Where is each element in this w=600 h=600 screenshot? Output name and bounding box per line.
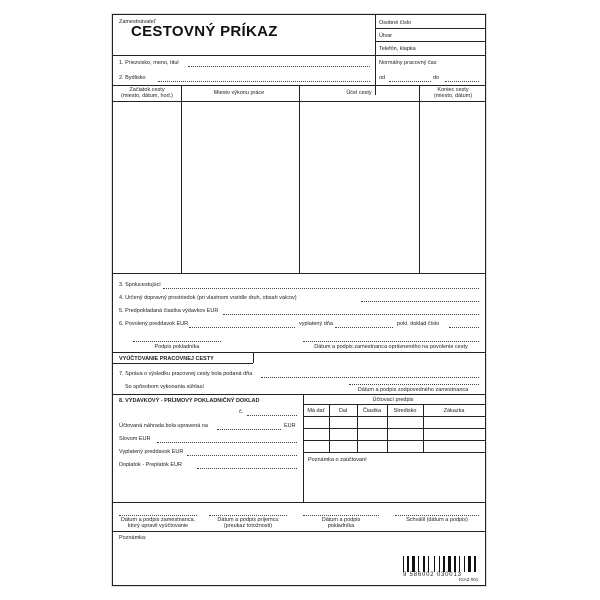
- advance-label: 6. Povolený preddavok EUR: [119, 321, 189, 327]
- address-field[interactable]: [158, 81, 370, 82]
- barcode-bar: [407, 556, 409, 572]
- acc-col-credit: Dal: [338, 408, 348, 414]
- normal-time-label: Normálny pracovný čas: [379, 60, 437, 66]
- sig-recipient-2: (preukaz totožnosti): [223, 523, 273, 529]
- doc-number-label: pokl. doklad číslo: [397, 321, 440, 327]
- in-words-label: Slovom EUR: [119, 436, 151, 442]
- trip-end-header-sub: (miesto, dátum): [433, 93, 473, 99]
- sig-approved: Schválil (dátum a podpis): [406, 517, 468, 523]
- acc-col-amount: Čiastka: [362, 408, 382, 414]
- travel-order-form: [112, 14, 486, 586]
- acc-col-center: Stredisko: [393, 408, 417, 414]
- accounting-heading: Účtovací predpis: [372, 397, 414, 403]
- cashier-signature-label: Podpis pokladníka: [154, 344, 200, 350]
- barcode-bar: [423, 556, 425, 572]
- trip-start-header: Začiatok cesty: [129, 87, 165, 93]
- trip-start-header-sub: (miesto, dátum, hod.): [121, 93, 173, 99]
- work-place-header: Miesto výkonu práce: [213, 90, 265, 96]
- acc-col-order: Zákazka: [443, 408, 465, 414]
- barcode-bar: [412, 556, 415, 572]
- barcode-bar: [474, 556, 476, 572]
- paid-advance-label: Vyplatený preddavok EUR: [119, 449, 184, 455]
- barcode-bar: [439, 556, 440, 572]
- barcode-bar: [443, 556, 445, 572]
- barcode: [403, 556, 477, 572]
- sig-recipient-1: Dátum a podpis príjemcu: [217, 517, 279, 523]
- barcode-bar: [464, 556, 465, 572]
- accounting-note-label: Poznámka o zaúčtovaní: [308, 457, 367, 463]
- barcode-bar: [403, 556, 404, 572]
- from-label: od: [379, 75, 386, 81]
- agree-label: So spôsobom vykonania súhlasí: [125, 384, 204, 390]
- cash-doc-heading: 8. VÝDAVKOVÝ - PRÍJMOVÝ POKLADNIČNÝ DOKLAD: [119, 398, 260, 404]
- barcode-bar: [459, 556, 460, 572]
- barcode-bar: [428, 556, 429, 572]
- barcode-bar: [434, 556, 435, 572]
- note-label: Poznámka:: [119, 535, 147, 541]
- address-label: 2. Bydlisko: [119, 75, 146, 81]
- companions-label: 3. Spolucestujúci: [119, 282, 161, 288]
- surcharge-label: Doplatok - Preplatok EUR: [119, 462, 182, 468]
- trip-end-header: Koniec cesty: [437, 87, 469, 93]
- sig-adjuster-1: Dátum a podpis zamestnanca,: [120, 517, 196, 523]
- transport-label: 4. Určený dopravný prostriedok (pri vlastnom vozidle druh, obsah valcov): [119, 295, 297, 301]
- expected-cost-label: 5. Predpokladaná čiastka výdavkov EUR: [119, 308, 219, 314]
- cash-doc-number-label: č.: [239, 409, 244, 415]
- employer-label: Zamestnávateľ: [119, 19, 156, 25]
- trip-purpose-header: Účel cesty: [346, 90, 372, 96]
- approver-signature-label: Dátum a podpis zamestnanca oprávneného na povolenie cesty: [314, 344, 468, 350]
- sig-cashier-2: pokladníka: [327, 523, 355, 529]
- settlement-heading: VYÚČTOVANIE PRACOVNEJ CESTY: [119, 356, 214, 362]
- form-title: CESTOVNÝ PRÍKAZ: [131, 23, 278, 40]
- barcode-bar: [418, 556, 419, 572]
- claimed-eur: EUR: [284, 423, 296, 429]
- to-label: do: [433, 75, 440, 81]
- personal-number-label: Osobné číslo: [379, 20, 412, 26]
- barcode-bar: [448, 556, 451, 572]
- department-label: Útvar: [379, 33, 393, 39]
- report-label: 7. Správa o výsledku pracovnej cesty bola podaná dňa: [119, 371, 253, 377]
- paid-on-label: vyplatený dňa: [299, 321, 333, 327]
- form-code: IGAZ 001: [459, 577, 479, 582]
- responsible-signature-label: Dátum a podpis zodpovedného zamestnanca: [357, 387, 469, 393]
- name-label: 1. Priezvisko, meno, titul: [119, 60, 179, 66]
- name-field[interactable]: [188, 66, 370, 67]
- acc-col-debit: Má dať: [307, 408, 325, 414]
- sig-adjuster-2: ktorý upravil vyúčtovanie: [127, 523, 189, 529]
- barcode-number: 9 586002 030013: [403, 572, 462, 578]
- barcode-bar: [454, 556, 456, 572]
- phone-label: Telefón, klapka: [379, 46, 416, 52]
- barcode-bar: [468, 556, 471, 572]
- claimed-label: Účtovaná náhrada bola upravená na: [119, 423, 208, 429]
- sig-cashier-1: Dátum a podpis: [321, 517, 361, 523]
